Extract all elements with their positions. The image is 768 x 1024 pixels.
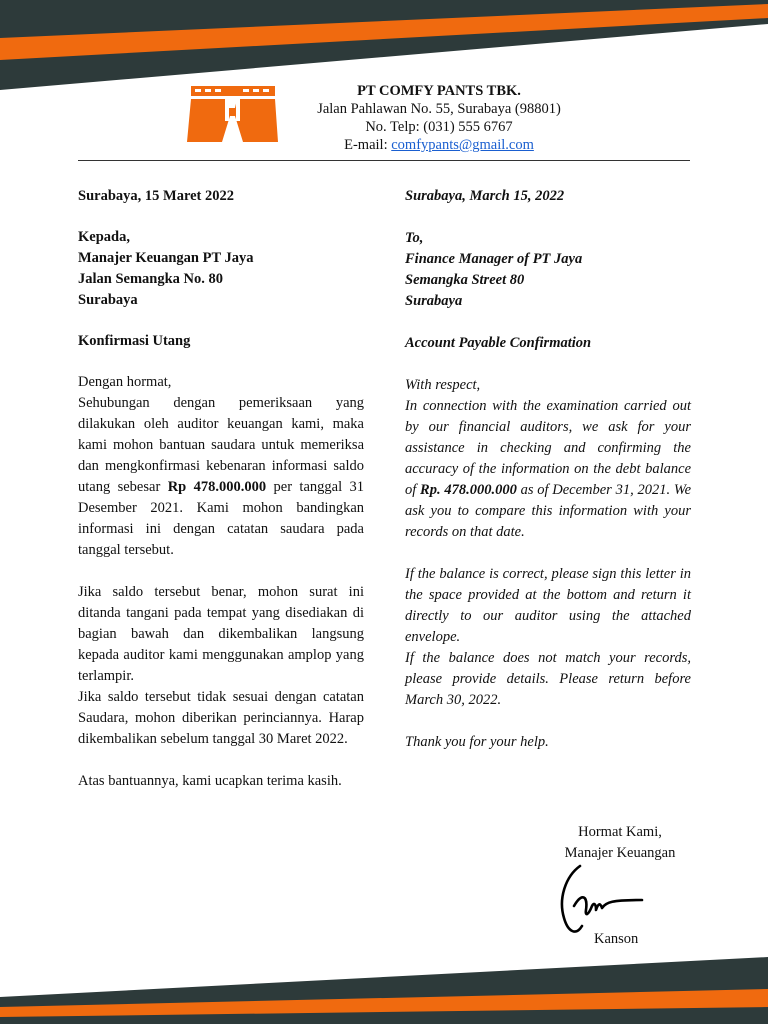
amount-en: Rp. 478.000.000 xyxy=(420,482,517,498)
email-label: E-mail: xyxy=(344,137,392,153)
company-address: Jalan Pahlawan No. 55, Surabaya (98801) xyxy=(317,101,561,117)
paragraph-3-en: If the balance does not match your records, please provide details. Please return before March 30, 2022. xyxy=(405,650,691,708)
company-header xyxy=(300,82,578,154)
signer-title: Manajer Keuangan xyxy=(564,845,676,861)
greeting: Dengan hormat, xyxy=(78,374,172,390)
salutation-to: Kepada, xyxy=(78,229,130,245)
pants-logo-icon xyxy=(185,86,280,146)
amount: Rp 478.000.000 xyxy=(167,479,267,495)
signature-block xyxy=(540,822,700,864)
closing-en: Thank you for your help. xyxy=(405,734,549,750)
recipient-city-en: Surabaya xyxy=(405,293,463,309)
paragraph-1-start: Sehubungan dengan pemeriksaan yang dilakukan oleh auditor keuangan kami, maka kami mohon bantuan saudara untuk memeriksa dan mengkonfirmasi kebenaran informasi saldo utang sebesar xyxy=(78,395,364,495)
recipient-city: Surabaya xyxy=(78,292,138,308)
email-link[interactable]: comfypants@gmail.com xyxy=(391,137,534,153)
recipient: Manajer Keuangan PT Jaya xyxy=(78,250,254,266)
bottom-decoration xyxy=(0,955,768,1024)
company-email-line xyxy=(300,136,578,154)
recipient-street-en: Semangka Street 80 xyxy=(405,272,525,288)
paragraph-1-en-start: In connection with the examination carried out by our financial auditors, we ask for your assistance in checking and confirming the accuracy of the information on the debt balance of xyxy=(405,398,691,498)
greeting-en: With respect, xyxy=(405,377,481,393)
letter-date-en: Surabaya, March 15, 2022 xyxy=(405,188,565,204)
letter-date: Surabaya, 15 Maret 2022 xyxy=(78,188,235,204)
signer-name: Kanson xyxy=(594,931,639,947)
letter-indonesian xyxy=(78,186,364,792)
top-decoration xyxy=(0,0,768,90)
header-divider xyxy=(78,160,690,161)
company-phone: No. Telp: (031) 555 6767 xyxy=(365,119,513,135)
letter-english xyxy=(405,186,691,753)
subject-en: Account Payable Confirmation xyxy=(405,335,592,351)
regards: Hormat Kami, xyxy=(578,824,662,840)
paragraph-1 xyxy=(78,393,364,561)
paragraph-3: Jika saldo tersebut tidak sesuai dengan catatan Saudara, mohon diberikan perinciannya. Harap dikembalikan sebelum tanggal 30 Maret 2022. xyxy=(78,689,364,747)
paragraph-1-en-end: as of December 31, 2021. We ask you to compare this information with your records on that date. xyxy=(405,482,691,540)
closing: Atas bantuannya, kami ucapkan terima kasih. xyxy=(78,773,342,789)
company-name: PT COMFY PANTS TBK. xyxy=(357,83,521,99)
paragraph-2-en: If the balance is correct, please sign this letter in the space provided at the bottom and return it directly to our auditor using the attached envelope. xyxy=(405,566,691,645)
paragraph-2: Jika saldo tersebut benar, mohon surat ini ditanda tangani pada tempat yang disediakan di bagian bawah dan dikembalikan langsung kepada auditor kami menggunakan amplop yang terlampir. xyxy=(78,584,364,684)
recipient-en: Finance Manager of PT Jaya xyxy=(405,251,583,267)
paragraph-1-end: per tanggal 31 Desember 2021. Kami mohon bandingkan informasi ini dengan catatan saudara pada tanggal tersebut. xyxy=(78,479,364,558)
recipient-street: Jalan Semangka No. 80 xyxy=(78,271,224,287)
paragraph-1-en xyxy=(405,396,691,543)
subject: Konfirmasi Utang xyxy=(78,333,191,349)
handwritten-signature xyxy=(552,862,652,942)
salutation-to-en: To, xyxy=(405,230,424,246)
